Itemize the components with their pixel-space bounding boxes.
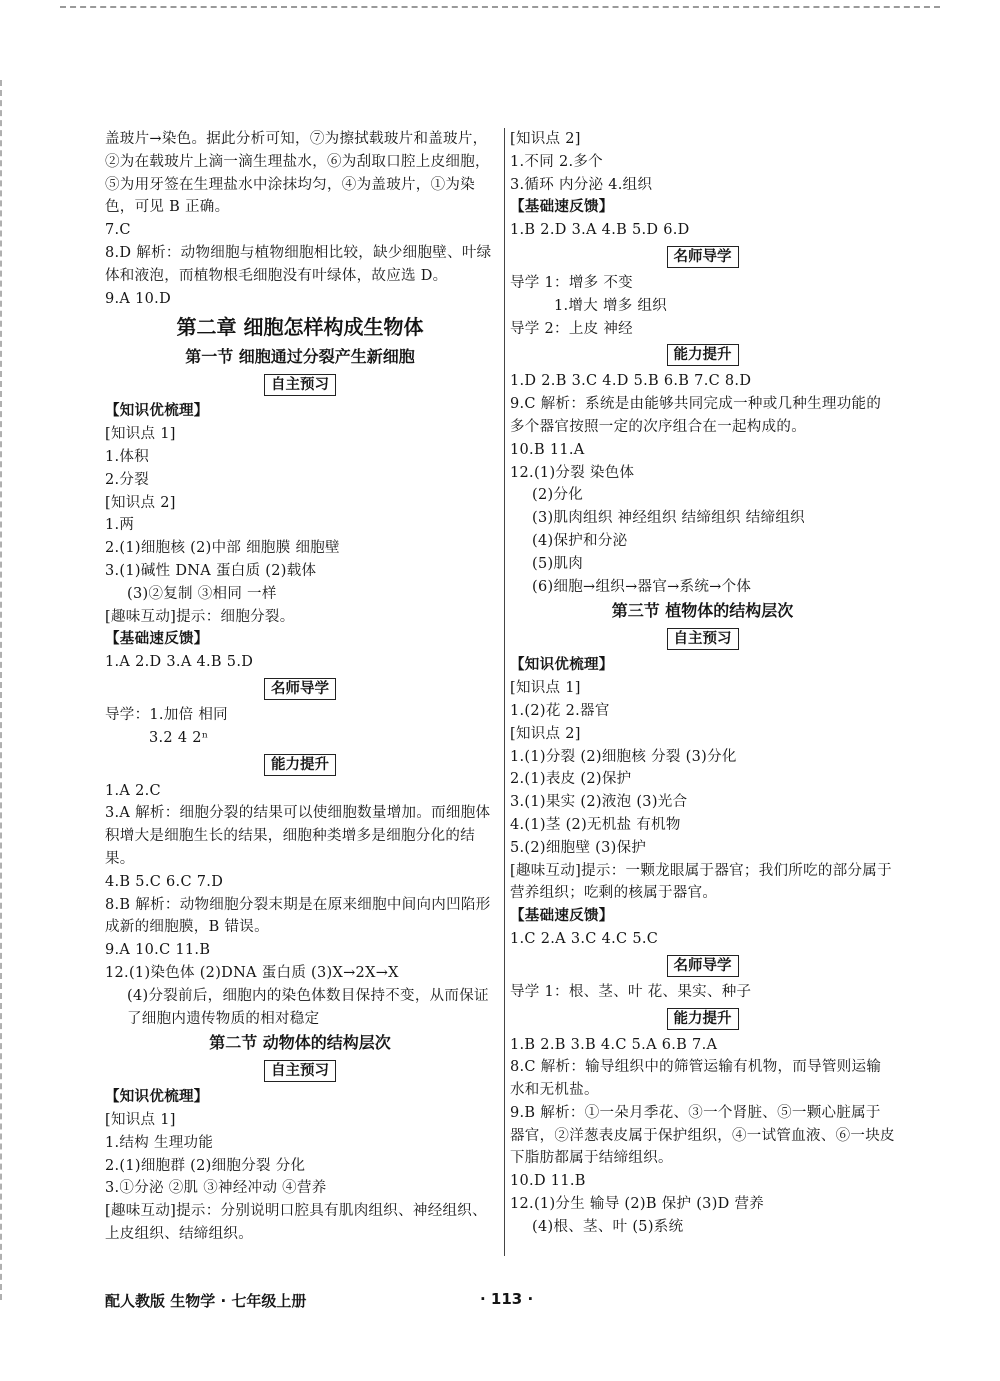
- answer-line: (4)分裂前后，细胞内的染色体数目保持不变，从而保证了细胞内遗传物质的相对稳定: [127, 987, 489, 1027]
- answer-line: (4)保护和分泌: [532, 532, 628, 549]
- column-divider: [504, 128, 505, 1256]
- left-column: [105, 128, 495, 1246]
- answer-line: 1.体积: [105, 448, 150, 465]
- answer-line: (3)肌肉组织 神经组织 结缔组织 结缔组织: [532, 510, 805, 527]
- book-title: 配人教版 生物学 · 七年级上册: [105, 1292, 307, 1310]
- answer-line: 3.2 4 2ⁿ: [149, 729, 209, 746]
- section-title: 第一节 细胞通过分裂产生新细胞: [185, 347, 415, 367]
- section-title: 第三节 植物体的结构层次: [611, 601, 794, 621]
- answer-line: 4.(1)茎 (2)无机盐 有机物: [510, 816, 681, 833]
- answer-line: 3.循环 内分泌 4.组织: [510, 176, 653, 193]
- boxed-heading: 名师导学: [667, 246, 739, 268]
- answer-line: [趣味互动]提示：分别说明口腔具有肌肉组织、神经组织、上皮组织、结缔组织。: [105, 1203, 487, 1243]
- subsection-heading: 【基础速反馈】: [510, 907, 614, 925]
- answer-line: (2)分化: [532, 487, 584, 504]
- answer-line: 3.①分泌 ②肌 ③神经冲动 ④营养: [105, 1180, 327, 1197]
- boxed-heading: 自主预习: [264, 374, 336, 396]
- answer-line: 导学 1：根、茎、叶 花、果实、种子: [510, 983, 752, 1000]
- answer-line: 1.B 2.D 3.A 4.B 5.D 6.D: [510, 222, 690, 239]
- answer-line: (4)根、茎、叶 (5)系统: [532, 1218, 684, 1235]
- page-number: · 113 ·: [480, 1290, 534, 1308]
- answer-line: 9.C 解析：系统是由能够共同完成一种或几种生理功能的多个器官按照一定的次序组合在一起构成的。: [510, 396, 882, 435]
- boxed-heading: 名师导学: [667, 955, 739, 977]
- answer-line: 1.增大 增多 组织: [554, 297, 668, 314]
- answer-line: 7.C: [105, 222, 131, 239]
- answer-line: 1.(2)花 2.器官: [510, 702, 610, 719]
- subsection-heading: 【知识优梳理】: [510, 656, 614, 674]
- section-title: 第二节 动物体的结构层次: [209, 1033, 391, 1053]
- answer-line: 4.B 5.C 6.C 7.D: [105, 873, 224, 890]
- subsection-heading: 【知识优梳理】: [105, 402, 209, 420]
- answer-line: 12.(1)分生 输导 (2)B 保护 (3)D 营养: [510, 1196, 765, 1213]
- boxed-heading-row: [105, 372, 495, 398]
- answer-line: 2.分裂: [105, 471, 150, 488]
- answer-line: 3.(1)碱性 DNA 蛋白质 (2)载体: [105, 562, 317, 579]
- answer-line: 8.C 解析：输导组织中的筛管运输有机物，而导管则运输水和无机盐。: [510, 1059, 882, 1099]
- answer-line: 8.B 解析：动物细胞分裂末期是在原来细胞中间向内凹陷形成新的细胞膜，B 错误。: [105, 896, 491, 936]
- answer-line: 2.(1)表皮 (2)保护: [510, 771, 632, 788]
- answer-line: 3.(1)果实 (2)液泡 (3)光合: [510, 794, 688, 811]
- answer-line: 9.A 10.C 11.B: [105, 942, 211, 959]
- answer-line: 5.(2)细胞壁 (3)保护: [510, 839, 647, 856]
- chapter-title: 第二章 细胞怎样构成生物体: [176, 315, 424, 340]
- answer-line: 1.D 2.B 3.C 4.D 5.B 6.B 7.C 8.D: [510, 373, 752, 390]
- boxed-heading-row: [105, 676, 495, 702]
- answer-line: (3)②复制 ③相同 一样: [127, 585, 277, 602]
- answer-line: 12.(1)染色体 (2)DNA 蛋白质 (3)X→2X→X: [105, 964, 399, 981]
- page-footer: [0, 1290, 1000, 1316]
- boxed-heading-row: [510, 342, 895, 368]
- answer-line: [知识点 2]: [105, 494, 176, 511]
- answer-line: [知识点 2]: [510, 131, 581, 147]
- answer-line: 9.B 解析：①一朵月季花、③一个肾脏、⑤一颗心脏属于器官，②洋葱表皮属于保护组织，④一试管血液、⑥一块皮下脂肪都属于结缔组织。: [510, 1104, 895, 1167]
- subsection-heading: 【知识优梳理】: [105, 1088, 209, 1106]
- answer-line: [知识点 1]: [105, 426, 176, 443]
- answer-line: 2.(1)细胞核 (2)中部 细胞膜 细胞壁: [105, 540, 340, 557]
- answer-line: (5)肌肉: [532, 555, 584, 572]
- answer-line: 1.结构 生理功能: [105, 1134, 214, 1151]
- boxed-heading: 自主预习: [667, 628, 739, 650]
- boxed-heading-row: [510, 1006, 895, 1032]
- answer-line: 1.不同 2.多个: [510, 153, 603, 170]
- answer-line: [趣味互动]提示：一颗龙眼属于器官；我们所吃的部分属于营养组织；吃剩的核属于器官。: [510, 862, 892, 902]
- top-scan-border: [60, 6, 940, 10]
- answer-line: [知识点 1]: [510, 680, 581, 697]
- answer-line: 1.A 2.D 3.A 4.B 5.D: [105, 654, 254, 671]
- boxed-heading-row: [510, 953, 895, 979]
- boxed-heading-row: [510, 244, 895, 270]
- answer-line: [知识点 2]: [510, 725, 581, 742]
- boxed-heading: 自主预习: [264, 1060, 336, 1082]
- answer-line: 2.(1)细胞群 (2)细胞分裂 分化: [105, 1157, 306, 1174]
- answer-line: 1.两: [105, 517, 135, 534]
- answer-line: 12.(1)分裂 染色体: [510, 464, 635, 481]
- boxed-heading: 能力提升: [667, 1008, 739, 1030]
- subsection-heading: 【基础速反馈】: [510, 198, 614, 216]
- answer-line: 1.(1)分裂 (2)细胞核 分裂 (3)分化: [510, 748, 737, 765]
- answer-line: 盖玻片→染色。据此分析可知，⑦为擦拭载玻片和盖玻片，②为在载玻片上滴一滴生理盐水，⑥为刮取口腔上皮细胞，⑤为用牙签在生理盐水中涂抹均匀，④为盖玻片，①为染色，可见 B 正确。: [105, 131, 490, 216]
- binding-edge: [0, 80, 8, 1300]
- boxed-heading: 名师导学: [264, 678, 336, 700]
- answer-line: 10.D 11.B: [510, 1173, 586, 1190]
- answer-line: 1.B 2.B 3.B 4.C 5.A 6.B 7.A: [510, 1036, 718, 1053]
- answer-line: 8.D 解析：动物细胞与植物细胞相比较，缺少细胞壁、叶绿体和液泡，而植物根毛细胞没有叶绿体，故应选 D。: [105, 244, 492, 284]
- answer-line: 导学：1.加倍 相同: [105, 706, 228, 723]
- answer-line: 10.B 11.A: [510, 441, 585, 458]
- answer-line: 1.C 2.A 3.C 4.C 5.C: [510, 930, 659, 947]
- answer-line: 导学 1：增多 不变: [510, 274, 633, 291]
- answer-line: [知识点 1]: [105, 1112, 176, 1129]
- answer-line: 导学 2：上皮 神经: [510, 320, 633, 337]
- boxed-heading-row: [105, 752, 495, 778]
- boxed-heading: 能力提升: [264, 754, 336, 776]
- right-column: [510, 128, 895, 1239]
- answer-line: 1.A 2.C: [105, 782, 161, 799]
- boxed-heading-row: [105, 1058, 495, 1084]
- boxed-heading-row: [510, 626, 895, 652]
- boxed-heading: 能力提升: [667, 344, 739, 366]
- answer-line: 3.A 解析：细胞分裂的结果可以使细胞数量增加。而细胞体积增大是细胞生长的结果，细胞种类增多是细胞分化的结果。: [105, 805, 491, 867]
- answer-line: 9.A 10.D: [105, 290, 172, 307]
- answer-line: [趣味互动]提示：细胞分裂。: [105, 608, 295, 625]
- subsection-heading: 【基础速反馈】: [105, 630, 209, 648]
- answer-line: (6)细胞→组织→器官→系统→个体: [532, 578, 752, 595]
